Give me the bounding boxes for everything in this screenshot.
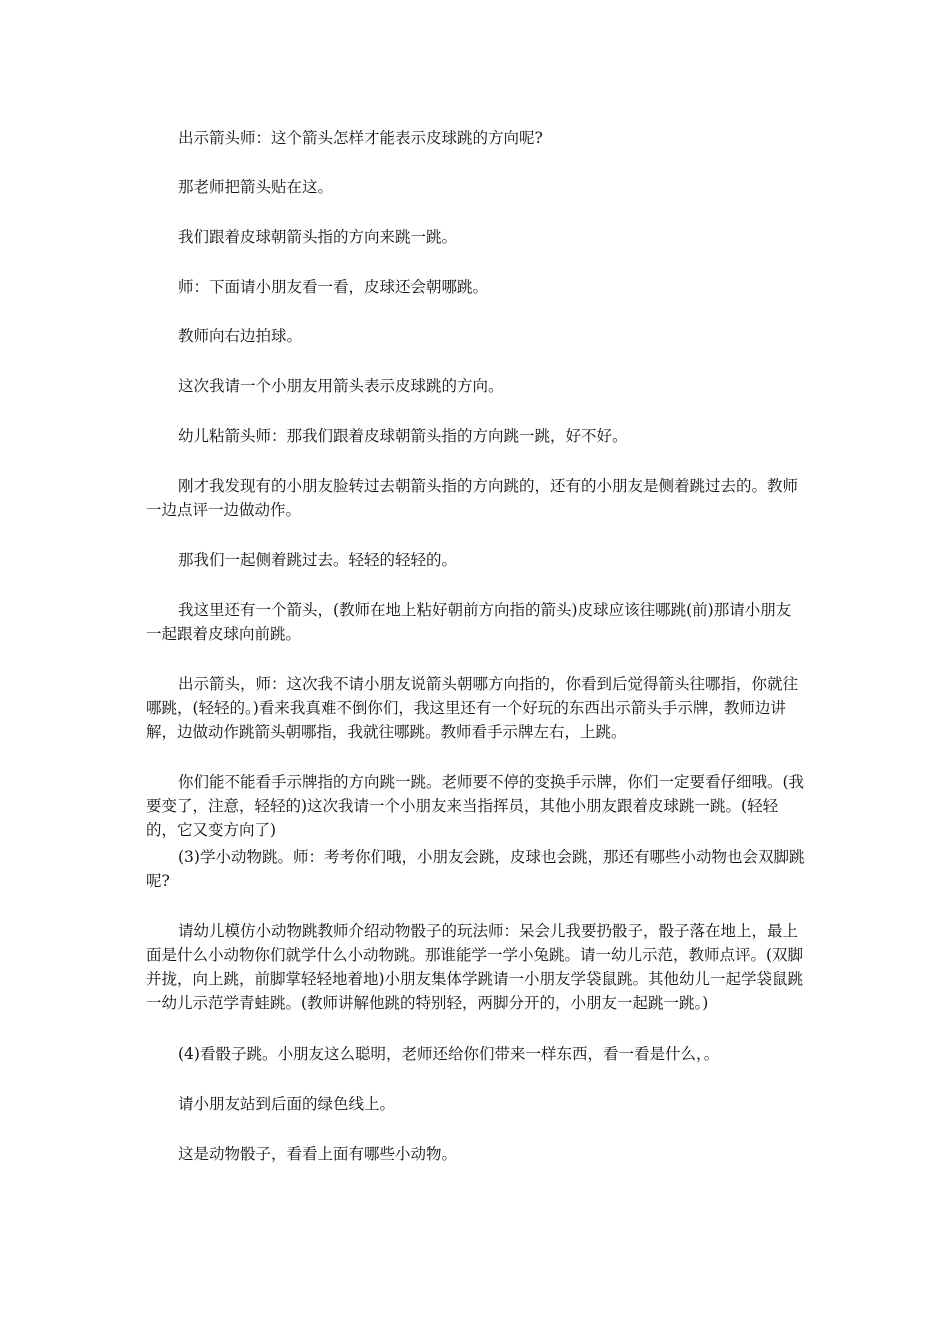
paragraph-15: (4)看骰子跳。小朋友这么聪明，老师还给你们带来一样东西，看一看是什么，。 [178,1045,720,1063]
paragraph-17: 这是动物骰子，看看上面有哪些小动物。 [178,1145,458,1163]
paragraph-11: 出示箭头，师：这次我不请小朋友说箭头朝哪方向指的，你看到后觉得箭头往哪指，你就往哪跳，(轻轻的。)看来我真难不倒你们，我这里还有一个好玩的东西出示箭头手示牌，教师边讲解，边做动作跳箭头朝哪指，我就往哪跳。教师看手示牌左右，上跳。 [146,675,799,741]
paragraph-3: 我们跟着皮球朝箭头指的方向来跳一跳。 [178,228,458,246]
paragraph-6: 这次我请一个小朋友用箭头表示皮球跳的方向。 [178,377,504,395]
paragraph-16: 请小朋友站到后面的绿色线上。 [178,1095,396,1113]
paragraph-4: 师：下面请小朋友看一看，皮球还会朝哪跳。 [178,278,489,296]
paragraph-2: 那老师把箭头贴在这。 [178,178,334,196]
paragraph-1: 出示箭头师：这个箭头怎样才能表示皮球跳的方向呢? [178,129,543,147]
paragraph-10: 我这里还有一个箭头，(教师在地上粘好朝前方向指的箭头)皮球应该往哪跳(前)那请小朋友一起跟着皮球向前跳。 [146,601,792,643]
paragraph-13: (3)学小动物跳。师：考考你们哦，小朋友会跳，皮球也会跳，那还有哪些小动物也会双脚跳呢? [146,848,805,890]
paragraph-9: 那我们一起侧着跳过去。轻轻的轻轻的。 [178,551,458,569]
paragraph-5: 教师向右边拍球。 [178,327,303,345]
paragraph-8: 刚才我发现有的小朋友脸转过去朝箭头指的方向跳的，还有的小朋友是侧着跳过去的。教师一边点评一边做动作。 [146,477,799,519]
paragraph-14: 请幼儿模仿小动物跳教师介绍动物骰子的玩法师：呆会儿我要扔骰子，骰子落在地上，最上面是什么小动物你们就学什么小动物跳。那谁能学一学小兔跳。请一幼儿示范，教师点评。(双脚并拢，向上跳，前脚掌轻轻地着地)小朋友集体学跳请一小朋友学袋鼠跳。其他幼儿一起学袋鼠跳一幼儿示范学青蛙跳。(教师讲解他跳的特别轻，两脚分开的，小朋友一起跳一跳。) [146,922,804,1012]
paragraph-7: 幼儿粘箭头师：那我们跟着皮球朝箭头指的方向跳一跳，好不好。 [178,427,628,445]
paragraph-12: 你们能不能看手示牌指的方向跳一跳。老师要不停的变换手示牌，你们一定要看仔细哦。(我要变了，注意，轻轻的)这次我请一个小朋友来当指挥员，其他小朋友跟着皮球跳一跳。(轻轻的，它又变方向了) [146,773,805,839]
